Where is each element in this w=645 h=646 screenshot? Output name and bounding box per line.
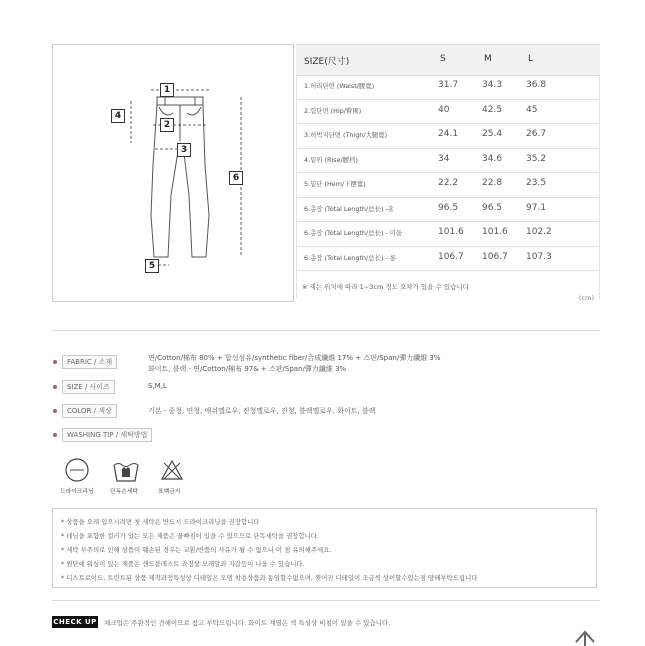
value-l: 107.3 xyxy=(526,251,552,262)
washing-label: WASHING TIP / 세탁방법 xyxy=(62,428,152,442)
bullet-icon xyxy=(53,385,57,389)
value-s: 31.7 xyxy=(438,80,459,90)
fabric-label: FABRIC / 소재 xyxy=(62,355,117,369)
row-label: 1.허리단면 (Waist/腰寬) xyxy=(304,82,375,90)
notice-line: * 상품을 오래 입으시려면 첫 세탁은 반드시 드라이크리닝을 권장합니다 xyxy=(61,518,260,526)
marker-3: 3 xyxy=(177,143,191,157)
table-row xyxy=(296,99,600,125)
value-s: 24.1 xyxy=(438,129,459,139)
value-m: 25.4 xyxy=(482,129,503,139)
no-bleach-icon xyxy=(160,459,184,481)
value-l: 97.1 xyxy=(526,202,547,213)
check-up-text: 체크업은 주관적인 견해이므로 참고 부탁드립니다. 화이트 계열은 색 특성상 비침이 있을 수 있습니다. xyxy=(104,619,391,627)
value-l: 26.7 xyxy=(526,129,547,139)
scroll-top-arrow-icon[interactable] xyxy=(572,626,598,646)
value-m: 101.6 xyxy=(482,227,508,237)
header-l: L xyxy=(528,54,534,64)
value-s: 40 xyxy=(438,104,450,115)
value-m: 34.3 xyxy=(482,80,503,90)
notice-line: * 데님을 포함한 컬러가 있는 모든 제품은 물빠짐이 있을 수 있으므로 단독세탁을 권장합니다. xyxy=(61,532,320,540)
table-row xyxy=(296,197,600,223)
row-label: 6.총장 (Total Length/总长) - 미듐 xyxy=(304,229,403,237)
row-label: 6.총장 (Total Length/总长) - 롱 xyxy=(304,253,396,262)
table-row xyxy=(296,148,600,174)
bullet-icon xyxy=(53,433,57,437)
value-l: 36.8 xyxy=(526,80,547,90)
divider xyxy=(52,330,600,331)
table-row xyxy=(296,123,600,149)
value-s: 101.6 xyxy=(438,227,464,237)
bullet-icon xyxy=(53,360,57,364)
header-s: S xyxy=(440,54,446,64)
table-row xyxy=(296,246,600,272)
fabric-value-2: 화이트, 블랙 - 면/Cotton/棉布 97& + 스판/Span/彈力纖維 3% xyxy=(148,365,347,373)
row-label: 4.밑위 (Rise/腰档) xyxy=(304,155,358,164)
value-s: 22.2 xyxy=(438,178,459,188)
marker-1: 1 xyxy=(160,83,174,97)
row-label: 6.총장 (Total Length/总长) -숏 xyxy=(304,204,394,213)
care-notice-box xyxy=(52,508,597,588)
row-label: 3.허벅지단면 (Thigh/大腿寬) xyxy=(304,131,388,139)
dry-clean-icon xyxy=(64,457,90,483)
size-value: S,M,L xyxy=(148,382,167,390)
fabric-value-1: 면/Cotton/棉布 80% + 합성섬유/synthetic fiber/合成纖維 17% + 스판/Span/彈力纖維 3% xyxy=(148,354,441,362)
measurement-diagram xyxy=(52,44,294,302)
value-l: 35.2 xyxy=(526,153,547,164)
row-label: 5.밑단 (Hem/下摆寬) xyxy=(304,180,366,188)
measurement-note: ※ 재는 위치에 따라 1~3cm 정도 오차가 있을 수 있습니다 xyxy=(302,283,469,291)
value-m: 42.5 xyxy=(482,104,503,115)
value-s: 34 xyxy=(438,153,450,164)
header-m: M xyxy=(484,54,492,64)
notice-line: * 세탁 부주의로 인해 상품이 훼손된 경우는 교환/반품의 사유가 될 수 없으니 이 점 유의해주세요. xyxy=(61,546,332,554)
pants-diagram-icon xyxy=(53,45,295,303)
no-bleach-label: 표백금지 xyxy=(158,489,181,495)
hand-wash-label: 단독손세탁 xyxy=(110,489,138,495)
unit-label: (cm) xyxy=(579,294,594,302)
marker-5: 5 xyxy=(145,259,159,273)
value-s: 106.7 xyxy=(438,251,464,262)
value-m: 34.6 xyxy=(482,153,503,164)
hand-wash-icon xyxy=(112,459,140,483)
check-up-badge: CHECK UP xyxy=(53,618,97,626)
table-row xyxy=(296,221,600,247)
value-l: 23.5 xyxy=(526,178,547,188)
table-row xyxy=(296,172,600,198)
size-table-header xyxy=(296,44,600,76)
notice-line: * 원단에 워싱이 있는 제품은 샌드블래스트 과정상 모래알과 자갈등이 나올 수 있습니다. xyxy=(61,560,305,568)
value-l: 102.2 xyxy=(526,227,552,237)
value-m: 22.8 xyxy=(482,178,503,188)
value-l: 45 xyxy=(526,104,538,115)
header-size: SIZE(尺寸) xyxy=(304,57,350,67)
notice-line: * 디스트로이드, 트린트된 상품 제작과정특성상 디테일은 모델 착용상품과 동일할수없으며, 찢어진 디테일이 조금씩 상이할수있는점 양해부탁드립니다 xyxy=(61,574,478,582)
bullet-icon xyxy=(53,409,57,413)
color-value: 기본 - 중청, 연청, 애쉬옐로우, 진청옐로우, 진청, 블랙옐로우, 화이트, 블랙 xyxy=(148,407,376,415)
table-row xyxy=(296,74,600,100)
color-label: COLOR / 색상 xyxy=(62,404,117,418)
row-label: 2.힙단면 (Hip/臀围) xyxy=(304,106,362,115)
value-m: 96.5 xyxy=(482,202,503,213)
divider xyxy=(52,600,600,601)
marker-2: 2 xyxy=(160,118,174,132)
dry-clean-label: 드라이크리닝 xyxy=(60,489,94,495)
marker-4: 4 xyxy=(111,109,125,123)
size-label: SIZE / 사이즈 xyxy=(62,380,115,394)
value-m: 106.7 xyxy=(482,251,508,262)
value-s: 96.5 xyxy=(438,202,459,213)
marker-6: 6 xyxy=(229,171,243,185)
